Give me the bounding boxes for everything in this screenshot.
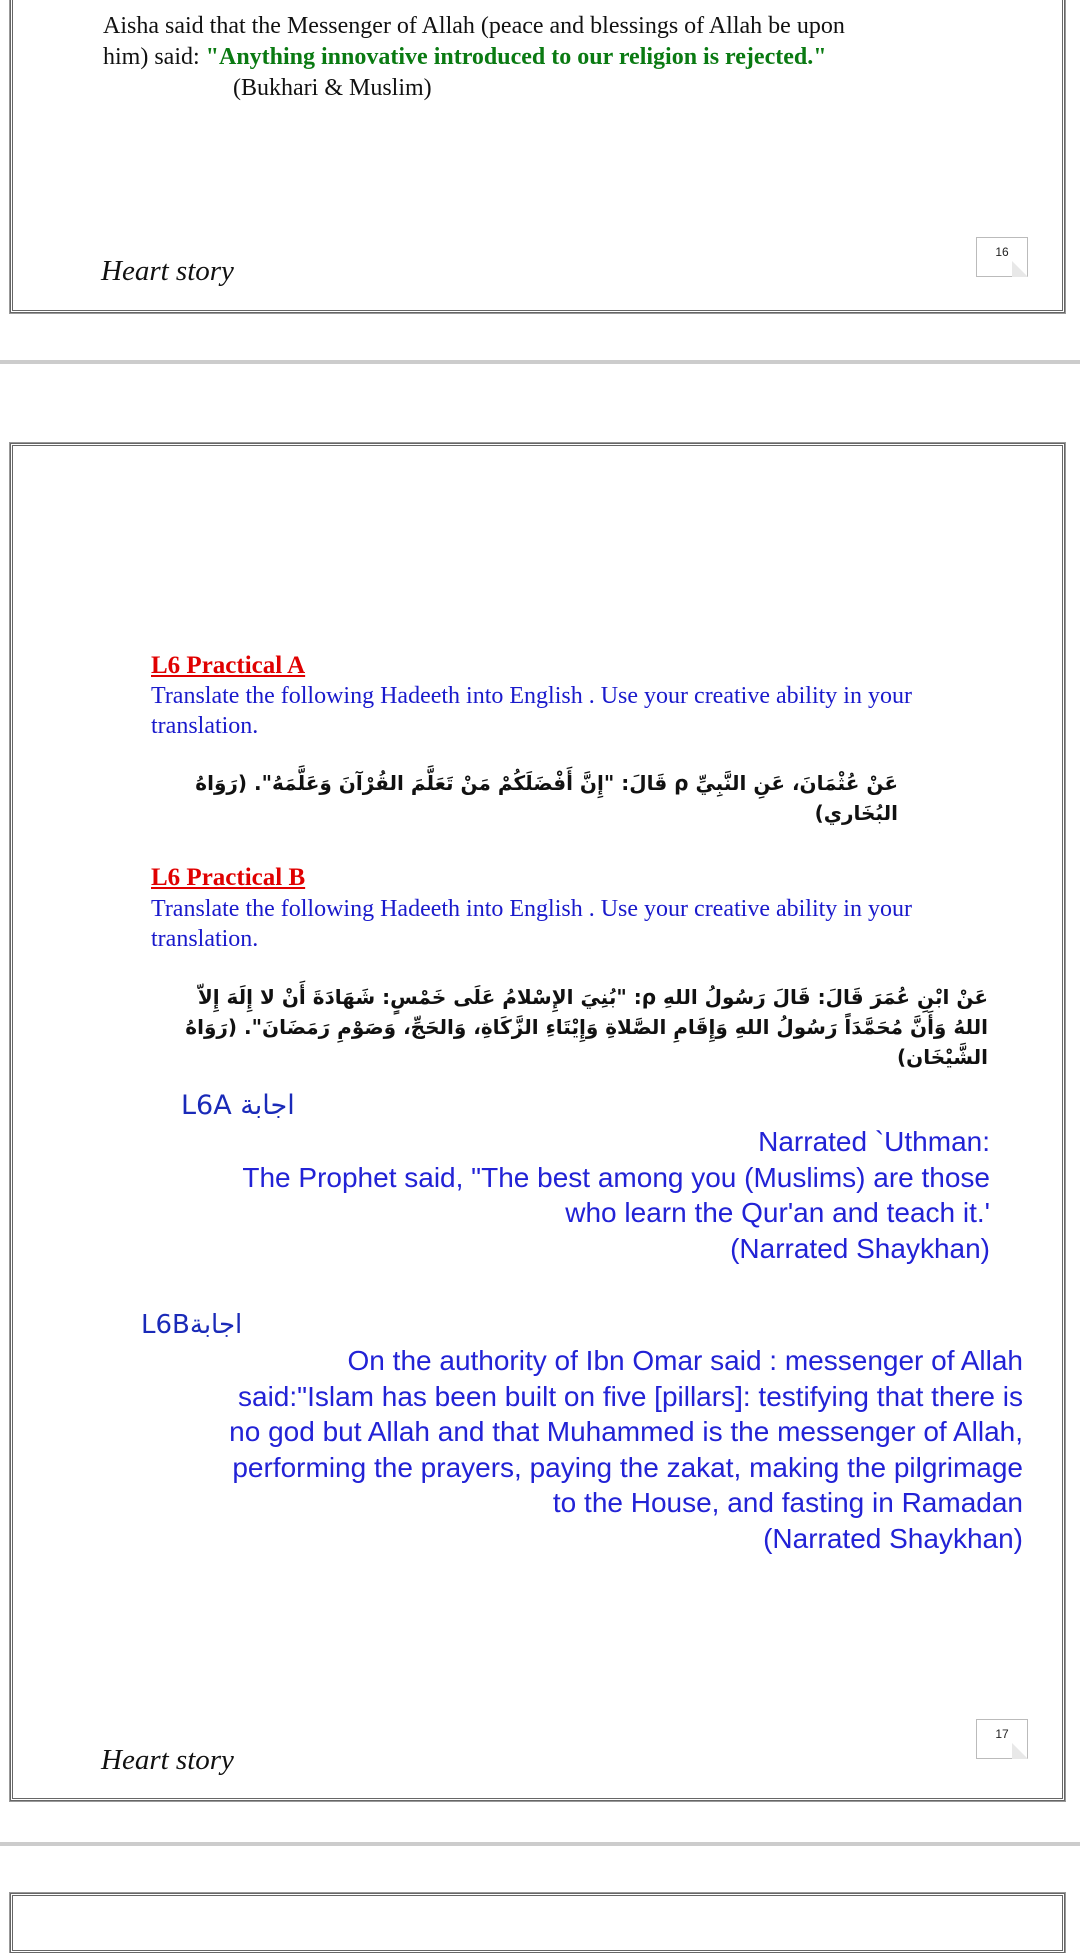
answer-b-line: On the authority of Ibn Omar said : messenger of Allah bbox=[347, 1345, 1023, 1376]
footer-title: Heart story bbox=[101, 255, 234, 287]
page-separator bbox=[0, 360, 1080, 364]
answer-a-line: who learn the Qur'an and teach it.' bbox=[565, 1197, 990, 1228]
hadith-intro: Aisha said that the Messenger of Allah (peace and blessings of Allah be upon him) said: bbox=[103, 13, 845, 70]
page-number: 17 bbox=[976, 1719, 1028, 1759]
answer-b-text bbox=[133, 1343, 1023, 1556]
answer-a-line: (Narrated Shaykhan) bbox=[730, 1232, 990, 1264]
hadith-text bbox=[103, 11, 863, 104]
practical-b-heading: L6 Practical B bbox=[151, 864, 306, 891]
answer-b-line: to the House, and fasting in Ramadan bbox=[552, 1487, 1023, 1518]
answer-a-line: Narrated `Uthman: bbox=[758, 1126, 990, 1157]
page-number: 16 bbox=[976, 237, 1028, 277]
answer-a-label: L6A اجابة bbox=[181, 1090, 295, 1121]
practical-a-heading: L6 Practical A bbox=[151, 652, 306, 679]
hadith-quote: "Anything innovative introduced to our religion is rejected." bbox=[205, 44, 827, 70]
practical-a-instruction: Translate the following Hadeeth into English . Use your creative ability in your translation. bbox=[151, 683, 912, 739]
practical-a-arabic: عَنْ عُثْمَانَ، عَنِ النَّبِيِّ ρ قَالَ: "إِنَّ أَفْضَلَكُمْ مَنْ تَعَلَّمَ القُرْآنَ وَعَلَّمَهُ". (رَوَاهُ البُخَاري) bbox=[195, 771, 898, 825]
answer-b-line: said:"Islam has been built on five [pillars]: testifying that there is bbox=[238, 1380, 1023, 1412]
page-16 bbox=[10, 0, 1065, 313]
footer-title: Heart story bbox=[101, 1744, 234, 1776]
answer-b-line: (Narrated Shaykhan) bbox=[763, 1522, 1023, 1554]
page-18 bbox=[10, 1893, 1065, 1953]
answer-b-label: L6Bاجابة bbox=[141, 1310, 243, 1340]
answer-a-line: The Prophet said, "The best among you (Muslims) are those bbox=[242, 1161, 990, 1193]
answer-b-line: no god but Allah and that Muhammed is the messenger of Allah, bbox=[229, 1416, 1023, 1447]
page-separator bbox=[0, 1842, 1080, 1846]
practical-b-arabic: عَنْ ابْنِ عُمَرَ قَالَ: قَالَ رَسُولُ اللهِ ρ: "بُنِيَ الإِسْلامُ عَلَى خَمْسٍ: شَهَادَةَ أَنْ لا إِلَهَ إِلاّ اللهُ وَأَنَّ مُحَمَّدَاً رَسُولُ اللهِ وَإِقَامِ الصَّلاةِ وَإِيْتَاءِ الزَّكَاةِ، وَالحَجِّ، وَصَوْمِ رَمَضَانَ". (رَوَاهُ الشَّيْخَان) bbox=[185, 985, 988, 1069]
answer-b-line: performing the prayers, paying the zakat, making the pilgrimage bbox=[232, 1451, 1023, 1483]
hadith-source: (Bukhari & Muslim) bbox=[233, 75, 432, 101]
answer-a-text bbox=[173, 1124, 990, 1266]
practical-b-instruction: Translate the following Hadeeth into English . Use your creative ability in your translation. bbox=[151, 896, 912, 952]
page-17 bbox=[10, 443, 1065, 1801]
